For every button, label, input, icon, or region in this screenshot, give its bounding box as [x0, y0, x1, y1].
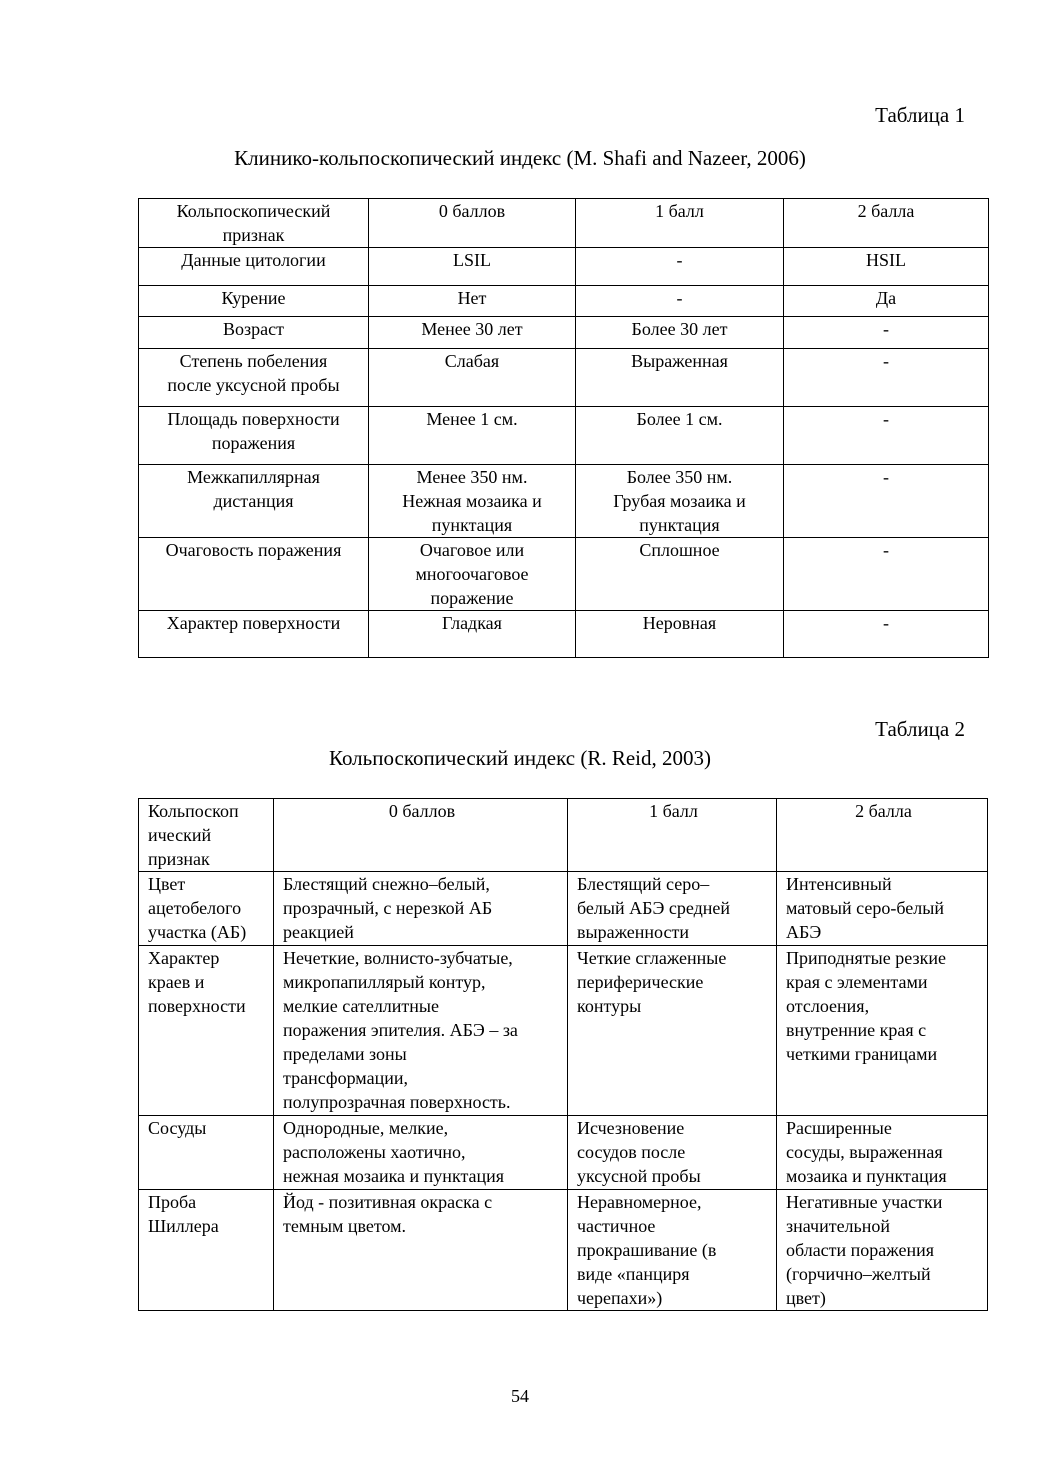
- table-cell: Более 1 см.: [576, 407, 784, 465]
- table-cell: Расширенные сосуды, выраженная мозаика и пунктация: [777, 1116, 988, 1190]
- table-cell: 2 балла: [784, 199, 989, 248]
- table-cell: Исчезновение сосудов после уксусной пробы: [568, 1116, 777, 1190]
- table-cell: 1 балл: [576, 199, 784, 248]
- table-header-row: [139, 799, 988, 872]
- table-cell: Сплошное: [576, 538, 784, 611]
- table1: [138, 198, 989, 658]
- table-cell: 2 балла: [777, 799, 988, 872]
- table-cell: Нет: [369, 286, 576, 317]
- table-row: [139, 465, 989, 538]
- table-row: [139, 286, 989, 317]
- table-cell: Менее 1 см.: [369, 407, 576, 465]
- table-cell: Характер поверхности: [139, 611, 369, 658]
- table-cell: Кольпоскопический признак: [139, 199, 369, 248]
- table-cell: Степень побеления после уксусной пробы: [139, 349, 369, 407]
- table-cell: Неравномерное, частичное прокрашивание (в виде «панциря черепахи»): [568, 1190, 777, 1311]
- table1-label: Таблица 1: [875, 103, 965, 127]
- table-row: [139, 1116, 988, 1190]
- table-cell: Приподнятые резкие края с элементами отслоения, внутренние края с четкими границами: [777, 946, 988, 1116]
- table-cell: Проба Шиллера: [139, 1190, 274, 1311]
- table-row: [139, 1190, 988, 1311]
- table-row: [139, 611, 989, 658]
- table-cell: Блестящий снежно–белый, прозрачный, с нерезкой АБ реакцией: [274, 872, 568, 946]
- table-cell: Менее 350 нм. Нежная мозаика и пунктация: [369, 465, 576, 538]
- table-cell: Более 350 нм. Грубая мозаика и пунктация: [576, 465, 784, 538]
- table-cell: -: [784, 465, 989, 538]
- table-cell: Да: [784, 286, 989, 317]
- table-cell: 0 баллов: [274, 799, 568, 872]
- table-cell: Характер краев и поверхности: [139, 946, 274, 1116]
- table-row: [139, 317, 989, 349]
- table-cell: -: [784, 611, 989, 658]
- table-cell: Нечеткие, волнисто-зубчатые, микропапиллярый контур, мелкие сателлитные поражения эпителия. АБЭ – за пределами зоны трансформации, полупрозрачная поверхность.: [274, 946, 568, 1116]
- table-cell: Интенсивный матовый серо-белый АБЭ: [777, 872, 988, 946]
- table2-label: Таблица 2: [875, 717, 965, 741]
- table-cell: 0 баллов: [369, 199, 576, 248]
- table-cell: Более 30 лет: [576, 317, 784, 349]
- table-cell: Сосуды: [139, 1116, 274, 1190]
- table-cell: Негативные участки значительной области поражения (горчично–желтый цвет): [777, 1190, 988, 1311]
- table-cell: Слабая: [369, 349, 576, 407]
- table-row: [139, 872, 988, 946]
- table-cell: -: [784, 349, 989, 407]
- table-cell: -: [784, 317, 989, 349]
- table-cell: 1 балл: [568, 799, 777, 872]
- table-cell: -: [784, 538, 989, 611]
- table-cell: Кольпоскоп ический признак: [139, 799, 274, 872]
- table-cell: HSIL: [784, 248, 989, 286]
- table-cell: Однородные, мелкие, расположены хаотично, нежная мозаика и пунктация: [274, 1116, 568, 1190]
- table-cell: Йод - позитивная окраска с темным цветом.: [274, 1190, 568, 1311]
- table-cell: Курение: [139, 286, 369, 317]
- table2-title: Кольпоскопический индекс (R. Reid, 2003): [329, 746, 711, 770]
- table-cell: -: [576, 248, 784, 286]
- table-cell: -: [576, 286, 784, 317]
- table-header-row: [139, 199, 989, 248]
- table-cell: Возраст: [139, 317, 369, 349]
- table-row: [139, 538, 989, 611]
- table-cell: Очаговость поражения: [139, 538, 369, 611]
- table-cell: Блестящий серо– белый АБЭ средней выраженности: [568, 872, 777, 946]
- table-row: [139, 407, 989, 465]
- table-row: [139, 946, 988, 1116]
- table1-title: Клинико-кольпоскопический индекс (M. Shafi and Nazeer, 2006): [234, 146, 806, 170]
- table-cell: LSIL: [369, 248, 576, 286]
- table-cell: Менее 30 лет: [369, 317, 576, 349]
- table2: [138, 798, 988, 1311]
- table-cell: Цвет ацетобелого участка (АБ): [139, 872, 274, 946]
- table-cell: Площадь поверхности поражения: [139, 407, 369, 465]
- table-cell: Межкапиллярная дистанция: [139, 465, 369, 538]
- table-row: [139, 349, 989, 407]
- page-number: 54: [511, 1386, 529, 1406]
- table-cell: -: [784, 407, 989, 465]
- table-row: [139, 248, 989, 286]
- table-cell: Четкие сглаженные периферические контуры: [568, 946, 777, 1116]
- table-cell: Данные цитологии: [139, 248, 369, 286]
- table-cell: Очаговое или многоочаговое поражение: [369, 538, 576, 611]
- table-cell: Гладкая: [369, 611, 576, 658]
- table-cell: Выраженная: [576, 349, 784, 407]
- table-cell: Неровная: [576, 611, 784, 658]
